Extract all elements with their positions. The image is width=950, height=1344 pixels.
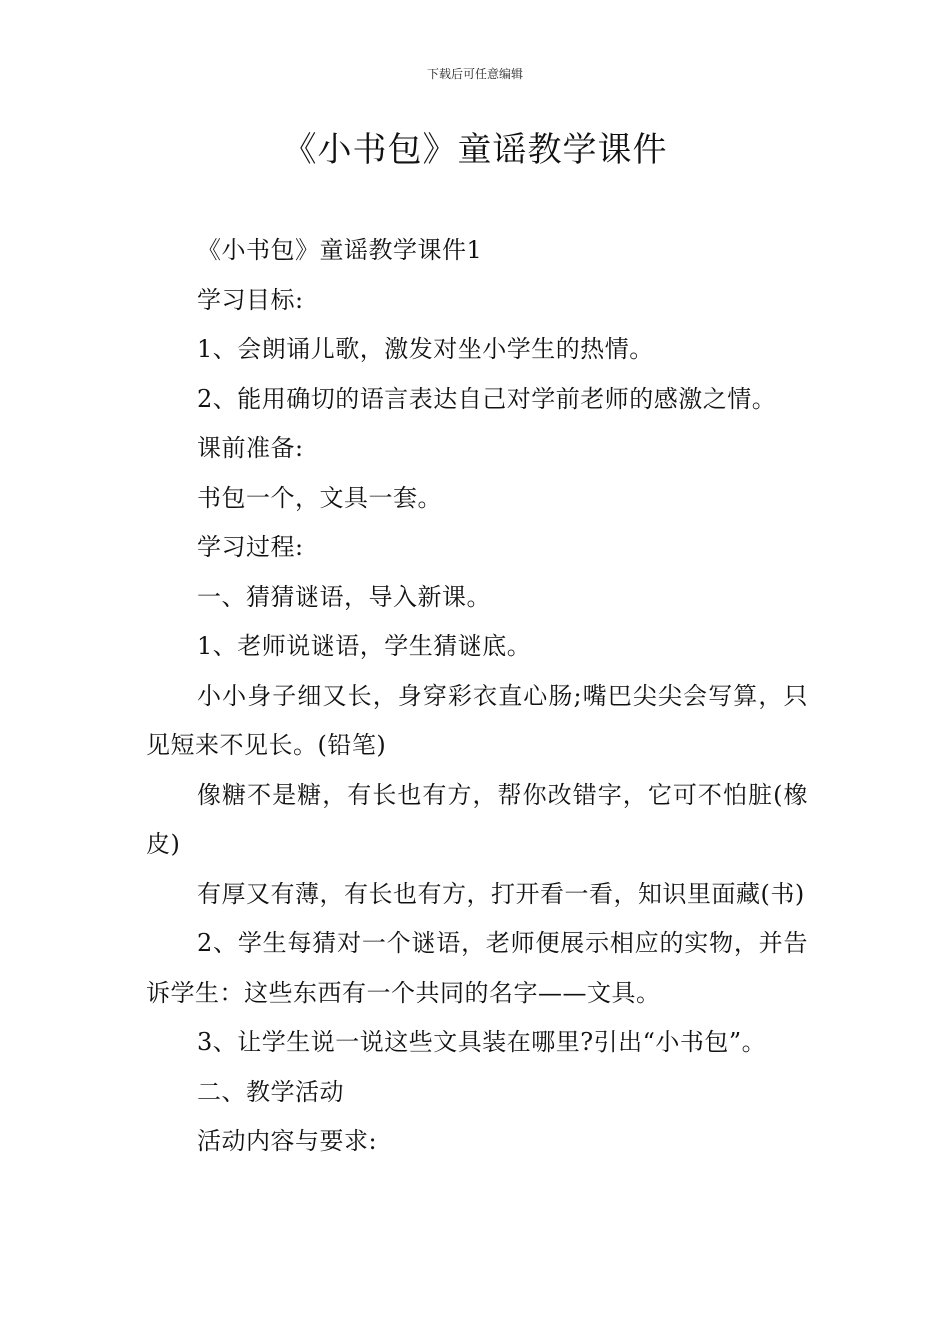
paragraph-preparation-label: 课前准备:: [197, 434, 304, 462]
paragraph-step-1-3: 3、让学生说一说这些文具装在哪里?引出“小书包”。: [197, 1028, 767, 1056]
paragraph-step-1: 一、猜猜谜语，导入新课。: [197, 582, 491, 611]
header-note: 下载后可任意编辑: [426, 67, 523, 81]
paragraph-learning-goals-label: 学习目标:: [197, 285, 304, 314]
paragraph-process-label: 学习过程:: [197, 533, 304, 561]
section-heading: 《小书包》童谣教学课件1: [197, 236, 483, 264]
paragraph-riddle-eraser: 像糖不是糖，有长也有方，帮你改错字，它可不怕脏(橡皮): [146, 780, 808, 858]
paragraph-goal-2: 2、能用确切的语言表达自己对学前老师的感激之情。: [197, 384, 777, 413]
paragraph-goal-1: 1、会朗诵儿歌，激发对坐小学生的热情。: [197, 335, 654, 363]
paragraph-activity-label: 活动内容与要求:: [197, 1127, 378, 1155]
paragraph-step-2: 二、教学活动: [197, 1077, 344, 1106]
document-title: 《小书包》童谣教学课件: [282, 130, 668, 170]
paragraph-step-1-1: 1、老师说谜语，学生猜谜底。: [197, 632, 532, 660]
paragraph-preparation: 书包一个，文具一套。: [197, 483, 442, 512]
paragraph-riddle-pencil: 小小身子细又长，身穿彩衣直心肠;嘴巴尖尖会写算，只见短来不见长。(铅笔): [146, 681, 808, 759]
paragraph-riddle-book: 有厚又有薄，有长也有方，打开看一看，知识里面藏(书): [197, 879, 805, 908]
paragraph-step-1-2: 2、学生每猜对一个谜语，老师便展示相应的实物，并告诉学生：这些东西有一个共同的名字——文具。: [146, 929, 808, 1007]
document-body: [146, 226, 808, 1167]
